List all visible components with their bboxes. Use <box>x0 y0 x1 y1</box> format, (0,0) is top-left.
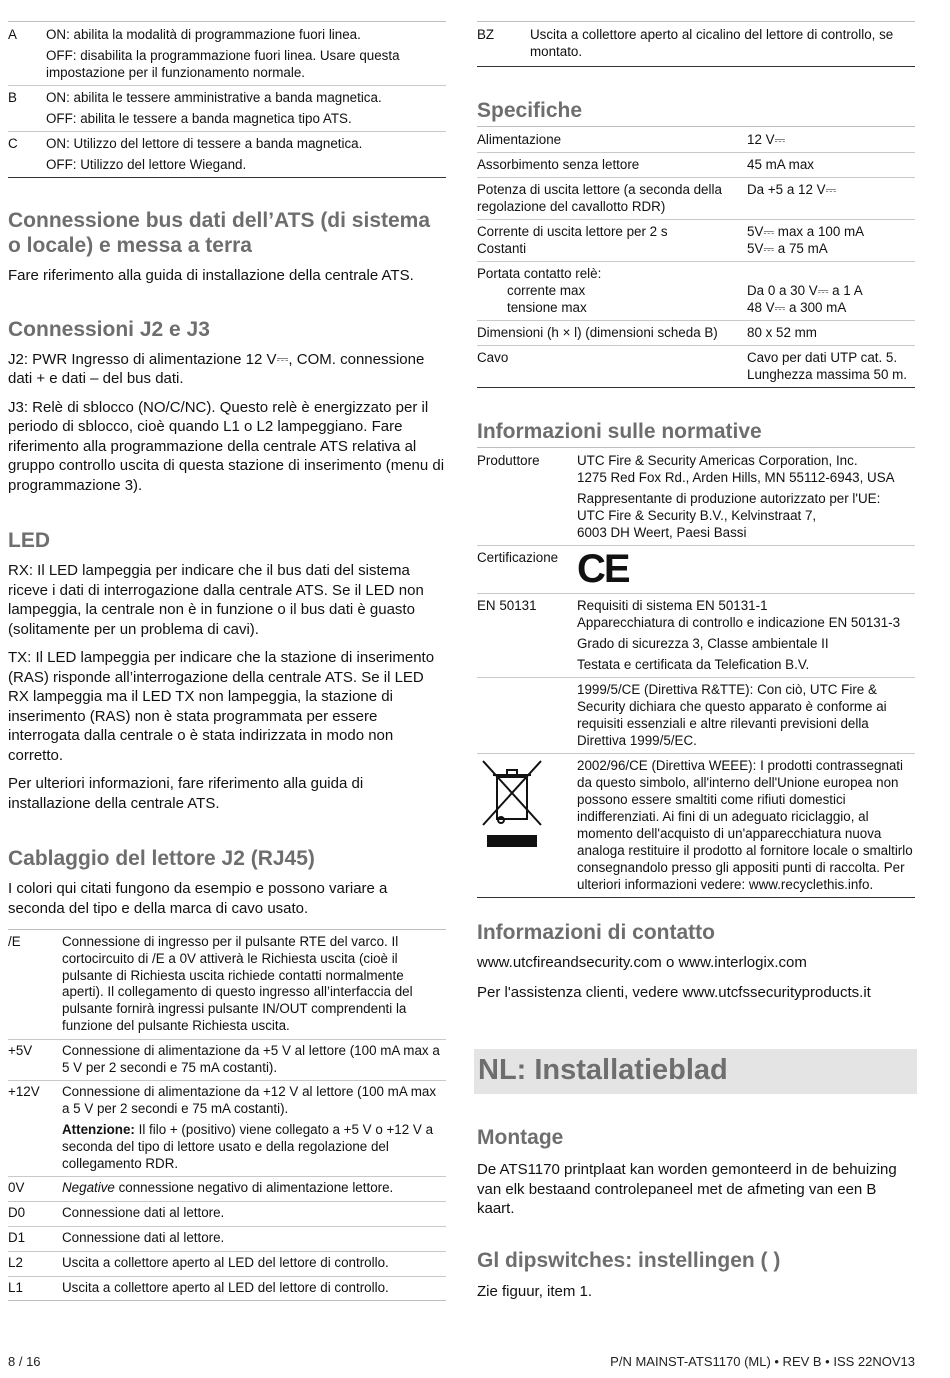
bus-text: Fare riferimento alla guida di installazione della centrale ATS. <box>8 267 414 284</box>
table-row <box>8 1039 446 1081</box>
table-row <box>8 1276 446 1300</box>
reg-label: EN 50131 <box>477 594 577 678</box>
table-row <box>477 153 915 178</box>
en-line: Apparecchiatura di controllo e indicazione EN 50131-3 <box>577 615 901 630</box>
table-row <box>477 128 915 153</box>
table-row <box>477 346 915 388</box>
wire-text: connessione negativo di alimentazione lettore. <box>114 1180 394 1196</box>
wire-text: Uscita a collettore aperto al LED del lettore di controllo. <box>62 1276 446 1300</box>
table-row <box>8 1081 446 1177</box>
led-rx-text: RX: Il LED lampeggia per indicare che il bus dati del sistema riceve i dati di interrogazione dalla centrale ATS. Se il LED non lampeggia, la centrale non è in funzione o il bus dati è guasto (solitamente per un problema di cavi). <box>8 562 424 638</box>
warning-text: Il filo + (positivo) viene collegato a +5 V o +12 V a seconda del tipo di lettore usato e della regolazione del collegamento RDR. <box>62 1121 434 1171</box>
reg-label: Produttore <box>477 453 540 468</box>
specs-heading: Specifiche <box>477 99 583 122</box>
bz-table <box>477 23 915 64</box>
regulatory-table <box>477 449 915 897</box>
table-row <box>477 23 915 64</box>
table-row <box>477 321 915 346</box>
reg-label: Certificazione <box>477 546 577 594</box>
regulatory-heading: Informazioni sulle normative <box>477 420 762 443</box>
dip-on-text: ON: abilita le tessere amministrative a banda magnetica. <box>46 90 382 105</box>
table-row <box>8 931 446 1039</box>
wiring-table <box>8 931 446 1300</box>
led-tx-text: TX: Il LED lampeggia per indicare che la stazione di inserimento (RAS) risponde all’interrogazione della centrale ATS. Se il LED RX lampeggia ma il LED TX non lampeggia, la stazione di inserimento (RAS) non è stata programmata per essere interrogata dalla centrale o è stata indirizzata in modo non corretto. <box>8 649 435 764</box>
en-line: Grado di sicurezza 3, Classe ambientale II <box>577 636 829 651</box>
table-row <box>8 86 446 132</box>
led-heading: LED <box>8 529 50 552</box>
j3-text: J3: Relè di sblocco (NO/C/NC). Questo relè è energizzato per il periodo di sblocco, cioè quando L1 o L2 lampeggiano. Fare riferimento alla programmazione della centrale ATS relativa al gruppo controllo uscita di questa stazione di inserimento (menu di programmazione 3). <box>8 398 445 494</box>
spec-value: Da 0 a 30 V⎓ a 1 A 48 V⎓ a 300 mA <box>747 262 915 321</box>
en-line: Testata e certificata da Telefication B.V. <box>577 657 810 672</box>
led-more-text: Per ulteriori informazioni, fare riferimento alla guida di installazione della centrale ATS. <box>8 775 364 812</box>
spec-label: Dimensioni (h × l) (dimensioni scheda B) <box>477 321 747 346</box>
dip-switch-table <box>8 23 446 177</box>
spec-value: 5V⎓ max a 100 mA 5V⎓ a 75 mA <box>747 220 915 262</box>
table-row <box>8 23 446 86</box>
spec-value: Cavo per dati UTP cat. 5. Lunghezza massima 50 m. <box>747 346 915 388</box>
wire-text: Connessione dati al lettore. <box>62 1202 446 1227</box>
contact-support: Per l'assistenza clienti, vedere www.utcfssecurityproducts.it <box>477 983 871 1001</box>
dip-on-text: ON: Utilizzo del lettore di tessere a banda magnetica. <box>46 136 363 151</box>
table-row <box>8 1251 446 1276</box>
ce-mark-icon: CE <box>577 547 629 591</box>
wire-text: Connessione di alimentazione da +5 V al lettore (100 mA max a 5 V per 2 secondi e 75 mA costanti). <box>62 1039 446 1081</box>
wire-key: +12V <box>8 1081 62 1177</box>
j2-text: J2: PWR Ingresso di alimentazione 12 V⎓, COM. connessione dati + e dati – del bus dati. <box>8 350 425 387</box>
wire-text: Connessione di alimentazione da +12 V al lettore (100 mA max a 5 V per 2 secondi e 75 mA costanti). <box>62 1084 437 1117</box>
nl-dip-text: Zie figuur, item 1. <box>477 1282 593 1300</box>
spec-value: 12 V⎓ <box>747 132 786 147</box>
contact-heading: Informazioni di contatto <box>477 921 715 944</box>
wire-text: Uscita a collettore aperto al cicalino del lettore di controllo, se montato. <box>530 27 894 59</box>
spec-value: Da +5 a 12 V⎓ <box>747 178 915 220</box>
spec-label: Assorbimento senza lettore <box>477 153 747 178</box>
spec-label: Portata contatto relè: <box>477 266 602 281</box>
dip-key: C <box>8 132 46 178</box>
left-column <box>8 0 446 1301</box>
manufacturer-text: UTC Fire & Security Americas Corporation, Inc. 1275 Red Fox Rd., Arden Hills, MN 55112-6943, USA <box>577 453 895 485</box>
table-row <box>477 449 915 546</box>
table-row <box>477 594 915 678</box>
spec-sub-label: tensione max <box>507 300 587 315</box>
spec-sub-label: corrente max <box>507 283 586 298</box>
table-row <box>477 262 915 321</box>
table-row <box>8 1226 446 1251</box>
dip-off-text: OFF: abilita le tessere a banda magnetica tipo ATS. <box>46 111 352 126</box>
wire-key: 0V <box>8 1177 62 1202</box>
representative-text: Rappresentante di produzione autorizzato per l'UE: UTC Fire & Security B.V., Kelvinstraat 7, 6003 DH Weert, Paesi Bassi <box>577 491 881 540</box>
weee-text: 2002/96/CE (Direttiva WEEE): I prodotti contrassegnati da questo simbolo, all'interno dell'Unione europea non possono essere smaltiti come rifiuti domestici indifferenziati. Ai fini di un adeguato riciclaggio, al momento dell'acquisto di un'apparecchiatura nuova analoga restituire il prodotto al fornitore locale o smaltirlo consegnandolo presso gli appositi punti di raccolta. Per ulteriori informazioni vedere: www.recyclethis.info. <box>577 754 915 898</box>
table-row <box>477 754 915 898</box>
spec-label: Alimentazione <box>477 132 562 147</box>
dip-off-text: OFF: disabilita la programmazione fuori linea. Usare questa impostazione per il funzionamento normale. <box>46 48 400 80</box>
wire-key: +5V <box>8 1039 62 1081</box>
spec-value: 45 mA max <box>747 153 915 178</box>
table-row <box>8 1177 446 1202</box>
dip-key: B <box>8 86 46 132</box>
specs-table <box>477 128 915 387</box>
table-row <box>477 678 915 754</box>
en-line: Requisiti di sistema EN 50131-1 <box>577 598 768 613</box>
right-column <box>477 0 915 1002</box>
table-row <box>477 178 915 220</box>
dip-off-text: OFF: Utilizzo del lettore Wiegand. <box>46 157 247 172</box>
nl-banner-title: NL: Installatieblad <box>478 1054 728 1086</box>
page-number: 8 / 16 <box>8 1354 41 1369</box>
spec-label: Cavo <box>477 346 747 388</box>
wire-key: /E <box>8 934 21 949</box>
wire-key: D0 <box>8 1202 62 1227</box>
wire-key: L2 <box>8 1251 62 1276</box>
wire-key: L1 <box>8 1276 62 1300</box>
wire-text: Connessione dati al lettore. <box>62 1226 446 1251</box>
j2j3-heading: Connessioni J2 e J3 <box>8 317 210 341</box>
rtte-text: 1999/5/CE (Direttiva R&TTE): Con ciò, UTC Fire & Security dichiara che questo apparato è conforme ai requisiti essenziali e altre rilevanti previsioni della Direttiva 1999/5/EC. <box>577 678 915 754</box>
wiring-heading: Cablaggio del lettore J2 (RJ45) <box>8 847 315 870</box>
table-row <box>8 132 446 178</box>
warning-label: Attenzione: <box>62 1121 135 1137</box>
weee-bin-icon <box>477 757 547 851</box>
spec-label: Corrente di uscita lettore per 2 s Costanti <box>477 220 747 262</box>
bus-heading: Connessione bus dati dell’ATS (di sistema o locale) e messa a terra <box>8 209 431 257</box>
doc-reference: P/N MAINST-ATS1170 (ML) • REV B • ISS 22NOV13 <box>610 1354 915 1369</box>
dip-key: A <box>8 27 17 42</box>
nl-banner <box>474 1049 917 1094</box>
montage-text: De ATS1170 printplaat kan worden gemonteerd in de behuizing van elk bestaand controlepaneel met de afmeting van een B kaart. <box>477 1161 897 1217</box>
dip-on-text: ON: abilita la modalità di programmazione fuori linea. <box>46 27 361 42</box>
montage-heading: Montage <box>477 1126 564 1149</box>
spec-value: 80 x 52 mm <box>747 321 915 346</box>
table-row <box>477 220 915 262</box>
wire-text: Connessione di ingresso per il pulsante RTE del varco. Il cortocircuito di /E a 0V attiverà le Richiesta uscita (cioè il pulsante di Richiesta uscita richiede contatti normalmente aperti). Il collegamento di questo ingresso all’interfaccia del pulsante fornirà ingressi pulsante IN/OUT comprendenti la funzione del pulsante Richiesta uscita. <box>62 934 413 1033</box>
spec-label: Potenza di uscita lettore (a seconda della regolazione del cavallotto RDR) <box>477 178 747 220</box>
contact-web: www.utcfireandsecurity.com o www.interlogix.com <box>477 954 807 971</box>
table-row <box>477 546 915 594</box>
nl-dip-heading: Gl dipswitches: instellingen ( ) <box>477 1248 781 1272</box>
nl-section <box>477 1125 915 1301</box>
wire-key: BZ <box>477 27 495 42</box>
wire-key: D1 <box>8 1226 62 1251</box>
wiring-intro: I colori qui citati fungono da esempio e possono variare a seconda del tipo e della marca di cavo usato. <box>8 880 388 917</box>
negative-em: Negative <box>62 1180 115 1196</box>
table-row <box>8 1202 446 1227</box>
wire-text: Uscita a collettore aperto al LED del lettore di controllo. <box>62 1251 446 1276</box>
